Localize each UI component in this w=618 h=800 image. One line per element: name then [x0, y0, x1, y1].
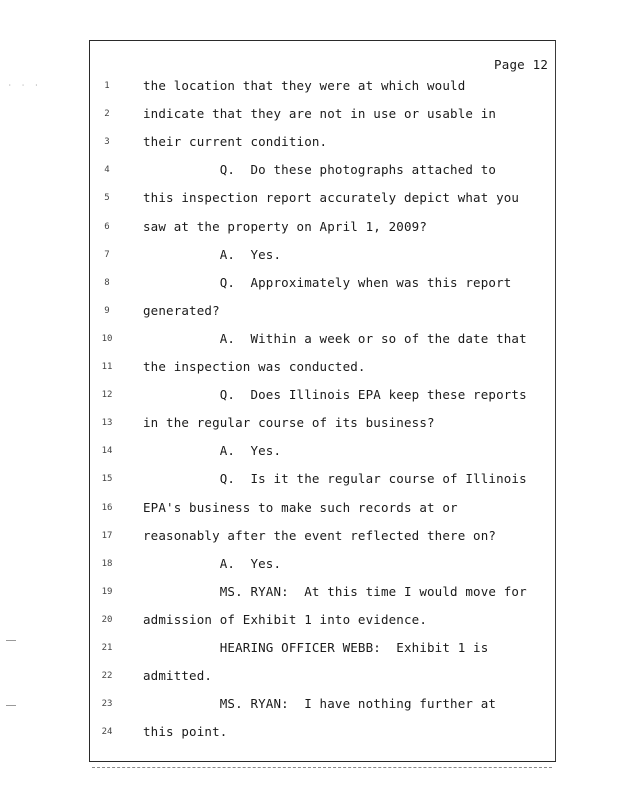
line-number: 1: [104, 81, 110, 91]
line-number: 12: [101, 390, 113, 401]
transcript-line: [0, 275, 618, 295]
transcript-line: [0, 359, 618, 379]
line-number: 6: [104, 221, 110, 232]
line-text: generated?: [143, 302, 220, 318]
transcript-line: [0, 247, 618, 267]
line-text: MS. RYAN: At this time I would move for: [143, 583, 527, 599]
line-text: Q. Do these photographs attached to: [143, 162, 497, 178]
line-text: the inspection was conducted.: [143, 359, 366, 374]
transcript-line: [0, 387, 618, 407]
line-text: their current condition.: [143, 134, 328, 150]
transcript-line: [0, 668, 618, 688]
line-number: 16: [101, 502, 113, 513]
line-number: 17: [101, 530, 113, 541]
transcript-line: [0, 134, 618, 154]
line-text: EPA's business to make such records at or: [143, 499, 458, 515]
transcript-line: [0, 303, 618, 323]
transcript-line: [0, 724, 618, 744]
transcript-line: [0, 415, 618, 435]
line-number: 19: [101, 586, 113, 597]
transcript-line: [0, 331, 618, 351]
scan-specks: · · ·: [8, 82, 42, 89]
transcript-line: [0, 190, 618, 210]
line-text: admission of Exhibit 1 into evidence.: [143, 611, 427, 627]
line-text: A. Yes.: [143, 555, 282, 571]
line-text: the location that they were at which would: [143, 78, 466, 93]
transcript-line: [0, 528, 618, 548]
line-number: 24: [101, 727, 113, 738]
transcript-line: [0, 556, 618, 576]
line-number: 5: [104, 193, 110, 204]
line-number: 2: [104, 109, 110, 120]
line-text: A. Yes.: [143, 443, 282, 459]
line-text: Q. Is it the regular course of Illinois: [143, 471, 527, 487]
line-number: 22: [101, 671, 113, 682]
line-text: saw at the property on April 1, 2009?: [143, 218, 427, 234]
transcript-line: [0, 78, 618, 98]
line-text: this point.: [143, 724, 228, 740]
transcript-line: [0, 612, 618, 632]
transcript-line: [0, 500, 618, 520]
line-number: 13: [101, 418, 113, 429]
line-number: 7: [104, 249, 110, 260]
line-number: 8: [104, 277, 110, 288]
line-number: 3: [104, 137, 110, 148]
transcript-line: [0, 443, 618, 463]
line-text: admitted.: [143, 668, 213, 684]
transcript-line: [0, 219, 618, 239]
transcript-line: [0, 584, 618, 604]
line-text: A. Within a week or so of the date that: [143, 330, 527, 346]
line-number: 23: [101, 699, 113, 710]
line-number: 9: [104, 305, 110, 316]
transcript-line: [0, 696, 618, 716]
transcript-line: [0, 162, 618, 182]
line-number: 18: [101, 558, 113, 569]
line-number: 4: [104, 165, 110, 176]
line-text: A. Yes.: [143, 246, 282, 262]
line-number: 11: [101, 362, 113, 372]
line-number: 21: [101, 643, 113, 653]
line-number: 10: [101, 333, 113, 344]
line-text: indicate that they are not in use or usable in: [143, 106, 497, 122]
transcript-line: [0, 640, 618, 660]
line-text: MS. RYAN: I have nothing further at: [143, 696, 497, 712]
transcript-line: [0, 106, 618, 126]
line-number: 20: [101, 614, 113, 625]
line-text: this inspection report accurately depict what you: [143, 190, 520, 206]
line-text: Q. Does Illinois EPA keep these reports: [143, 387, 527, 403]
page-number: Page 12: [494, 57, 549, 72]
line-text: HEARING OFFICER WEBB: Exhibit 1 is: [143, 640, 489, 655]
line-text: Q. Approximately when was this report: [143, 274, 512, 290]
line-number: 14: [101, 446, 113, 457]
line-number: 15: [101, 474, 113, 485]
transcript-line: [0, 471, 618, 491]
line-text: in the regular course of its business?: [143, 415, 435, 431]
line-text: reasonably after the event reflected there on?: [143, 527, 497, 543]
